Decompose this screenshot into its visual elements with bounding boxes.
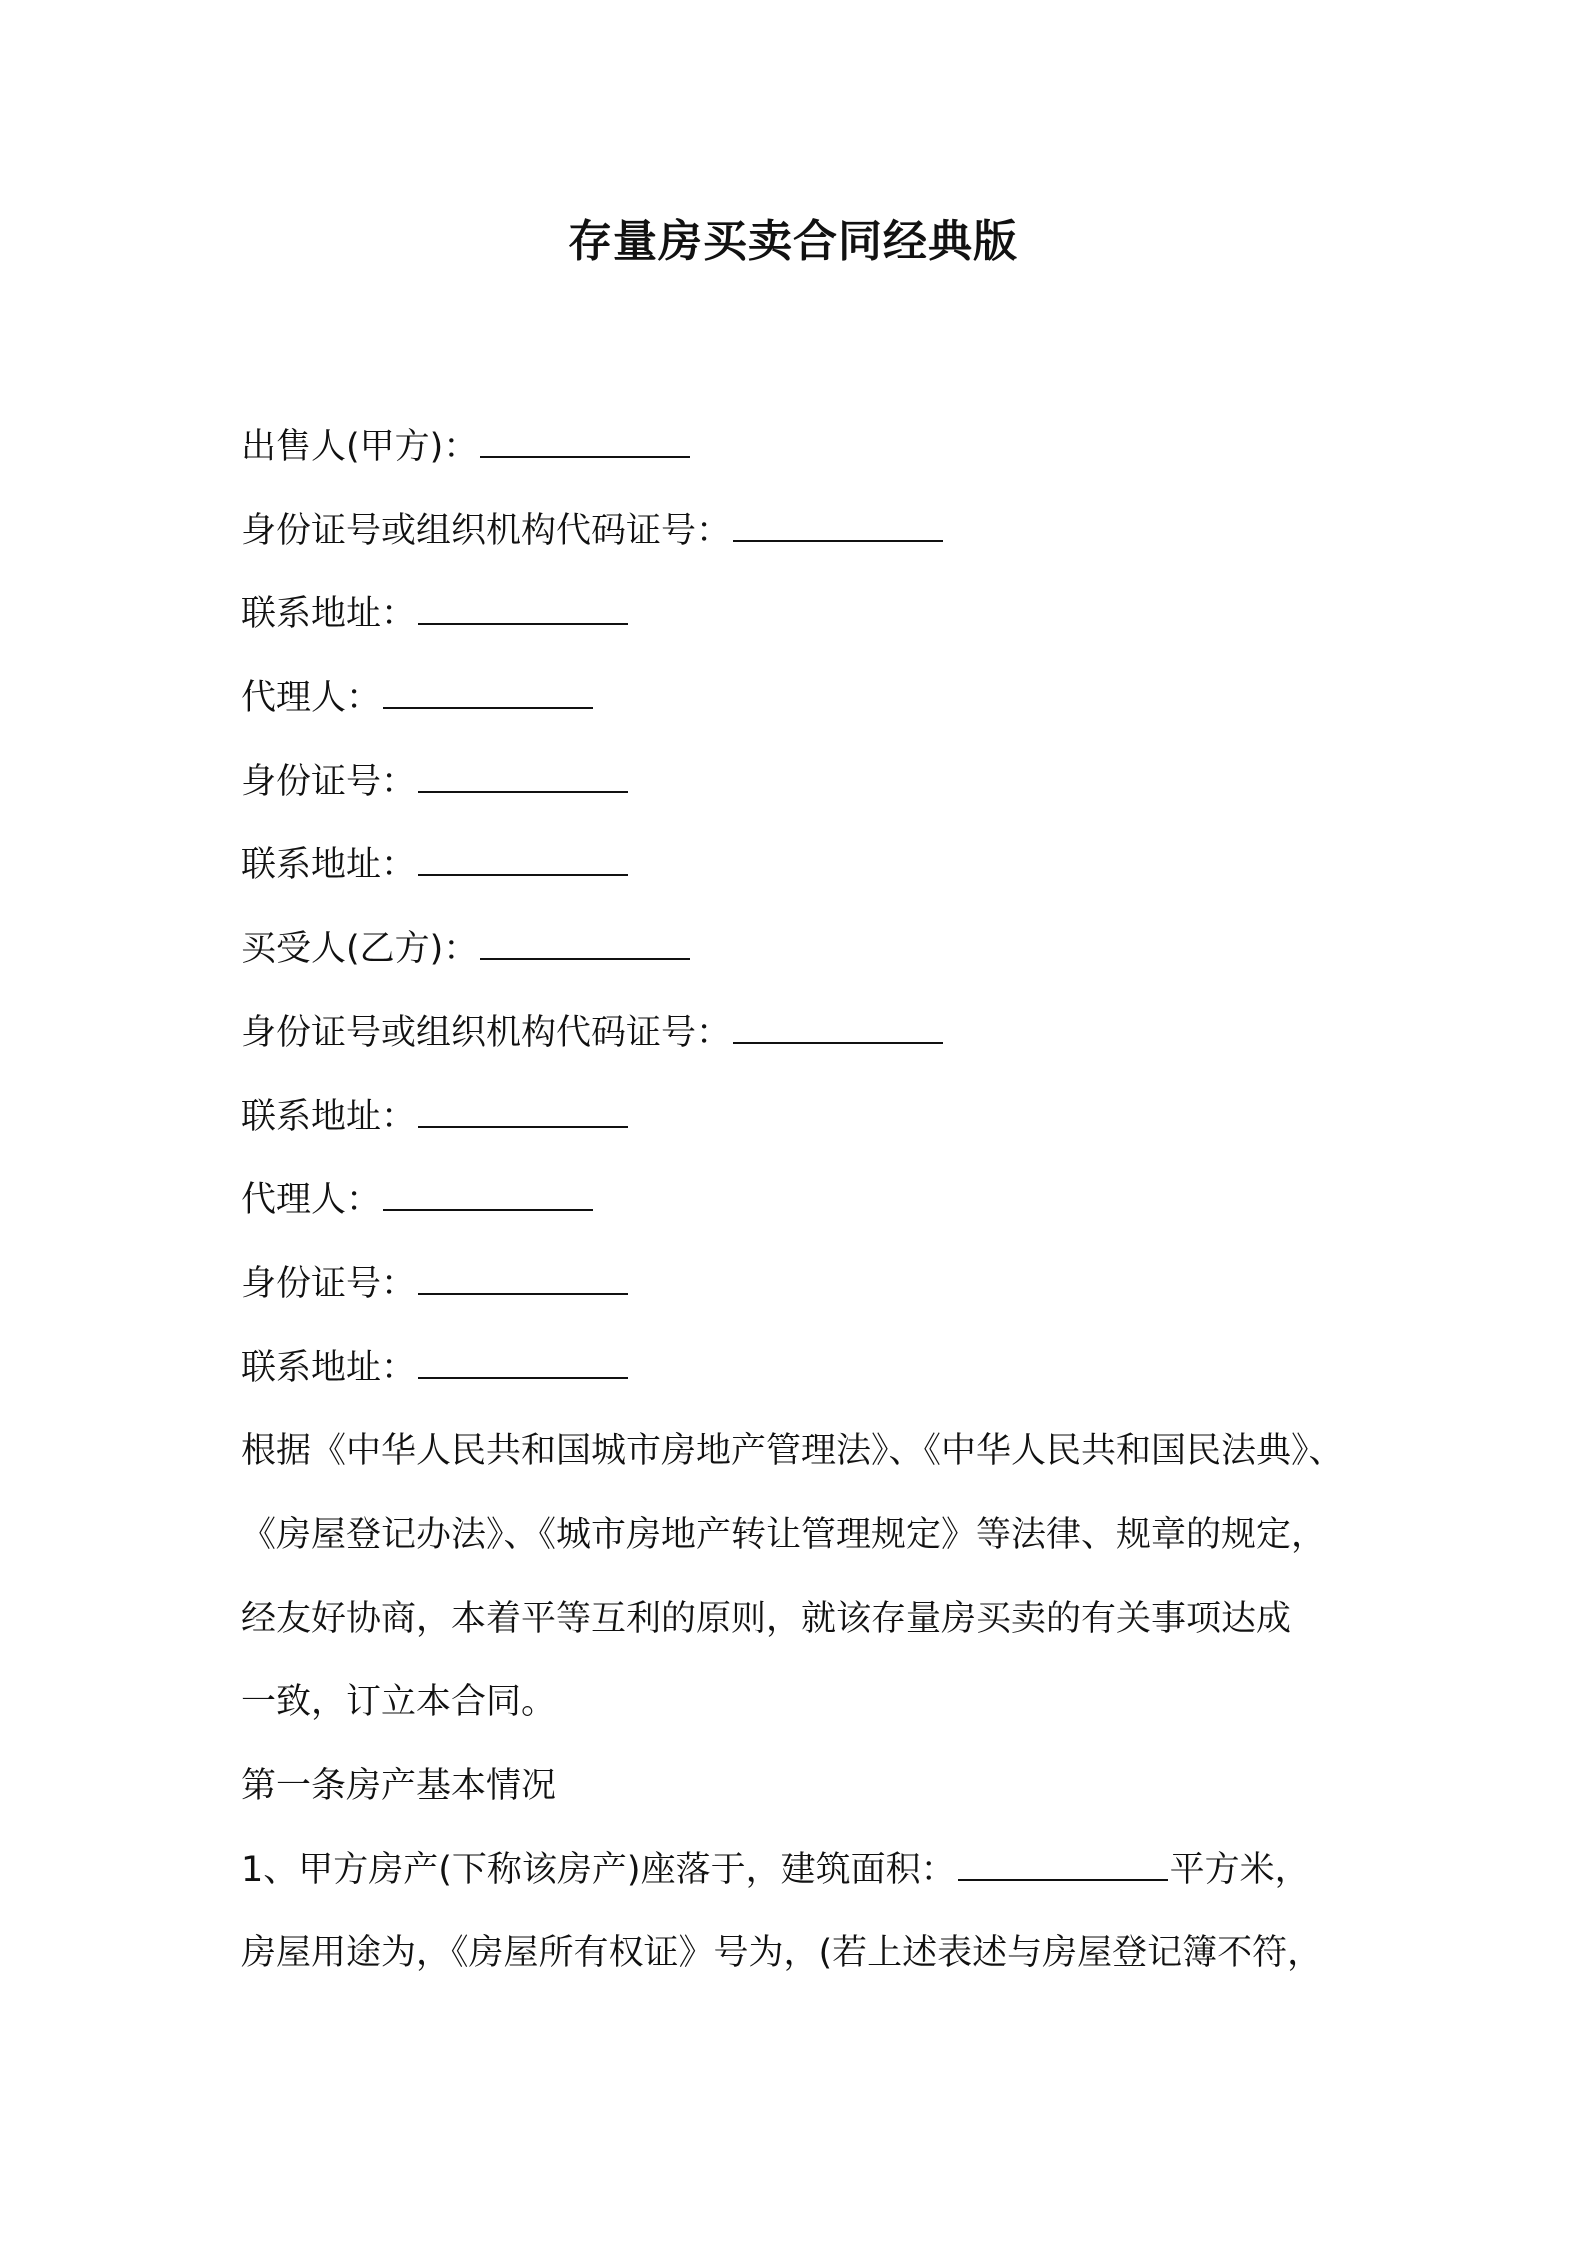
- field-label: 联系地址：: [241, 845, 417, 886]
- preamble-line: 一致，订立本合同。: [241, 1682, 557, 1723]
- field-label: 身份证号或组织机构代码证号：: [241, 510, 732, 551]
- field-label: 联系地址：: [241, 1096, 417, 1137]
- field-label: 身份证号：: [241, 1263, 417, 1304]
- field-buyer-agent-id: [241, 1243, 1381, 1327]
- field-buyer-address: [241, 1076, 1381, 1160]
- fill-in-blank: [418, 622, 628, 625]
- field-label: 联系地址：: [241, 1347, 417, 1388]
- field-label: 联系地址：: [241, 594, 417, 635]
- field-label: 身份证号：: [241, 761, 417, 802]
- fill-in-blank: [418, 1292, 628, 1295]
- field-label: 代理人：: [241, 1180, 382, 1221]
- field-seller-id: [241, 490, 1381, 574]
- fill-in-blank: [480, 957, 690, 960]
- field-buyer-agent-address: [241, 1327, 1381, 1411]
- article-item-text: 平方米，: [1169, 1849, 1310, 1890]
- fill-in-blank: [418, 790, 628, 793]
- fill-in-blank: [480, 455, 690, 458]
- fill-in-blank: [418, 873, 628, 876]
- article-item-line: 房屋用途为，《房屋所有权证》号为，(若上述表述与房屋登记簿不符，: [241, 1933, 1323, 1974]
- field-seller-agent: [241, 657, 1381, 741]
- article-heading: 第一条房产基本情况: [241, 1766, 557, 1806]
- article-item-line: [241, 1829, 1381, 1913]
- field-label: 买受人(乙方)：: [241, 929, 479, 970]
- field-seller: [241, 406, 1381, 490]
- document-body: [241, 406, 1381, 1996]
- preamble-line: 根据《中华人民共和国城市房地产管理法》、《中华人民共和国民法典》、: [241, 1431, 1344, 1472]
- field-seller-agent-id: [241, 741, 1381, 825]
- field-label: 身份证号或组织机构代码证号：: [241, 1012, 732, 1053]
- field-buyer: [241, 908, 1381, 992]
- document-title: 存量房买卖合同经典版: [568, 216, 1018, 267]
- article-item-text: 1、甲方房产(下称该房产)座落于，建筑面积：: [241, 1849, 956, 1890]
- fill-in-blank: [383, 706, 593, 709]
- field-buyer-id: [241, 992, 1381, 1076]
- fill-in-blank: [733, 1041, 943, 1044]
- fill-in-blank: [418, 1376, 628, 1379]
- fill-in-blank: [383, 1208, 593, 1211]
- field-seller-agent-address: [241, 824, 1381, 908]
- fill-in-blank: [958, 1878, 1168, 1881]
- field-seller-address: [241, 573, 1381, 657]
- field-label: 出售人(甲方)：: [241, 427, 479, 467]
- preamble-line: 《房屋登记办法》、《城市房地产转让管理规定》等法律、规章的规定，: [241, 1514, 1327, 1555]
- field-label: 代理人：: [241, 678, 382, 719]
- field-buyer-agent: [241, 1159, 1381, 1243]
- fill-in-blank: [418, 1125, 628, 1128]
- fill-in-blank: [733, 539, 943, 542]
- preamble-line: 经友好协商，本着平等互利的原则，就该存量房买卖的有关事项达成: [241, 1598, 1292, 1639]
